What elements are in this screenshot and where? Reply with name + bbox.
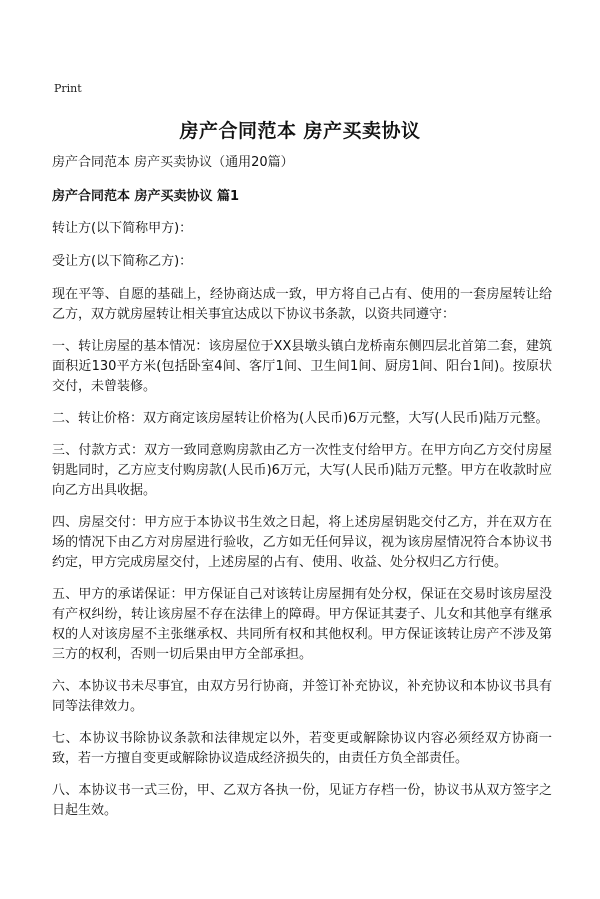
- print-label[interactable]: Print: [54, 82, 82, 95]
- paragraph-clause-5: 五、甲方的承诺保证：甲方保证自己对该转让房屋拥有处分权，保证在交易时该房屋没有产权纠纷，转让该房屋不存在法律上的障碍。甲方保证其妻子、儿女和其他享有继承权的人对该房屋不主张继承权、共同所有权和其他权利。甲方保证该转让房产不涉及第三方的权利，否则一切后果由甲方全部承担。: [52, 587, 552, 662]
- section-heading: 房产合同范本 房产买卖协议 篇1: [52, 189, 240, 204]
- paragraph-clause-7: 七、本协议书除协议条款和法律规定以外，若变更或解除协议内容必须经双方协商一致，若一方擅自变更或解除协议造成经济损失的，由责任方负全部责任。: [52, 731, 552, 766]
- document-body: [52, 153, 552, 833]
- paragraph-clause-2: 二、转让价格：双方商定该房屋转让价格为(人民币)6万元整，大写(人民币)陆万元整。: [52, 411, 549, 426]
- transferee-line: 受让方(以下简称乙方)：: [52, 254, 193, 269]
- paragraph-clause-4: 四、房屋交付：甲方应于本协议书生效之日起，将上述房屋钥匙交付乙方，并在双方在场的情况下由乙方对房屋进行验收，乙方如无任何异议，视为该房屋情况符合本协议书约定，甲方完成房屋交付，上述房屋的占有、使用、收益、处分权归乙方行使。: [52, 515, 552, 570]
- page-title: 房产合同范本 房产买卖协议: [179, 120, 421, 142]
- transferor-line: 转让方(以下简称甲方)：: [52, 221, 193, 236]
- paragraph-preamble: 现在平等、自愿的基础上，经协商达成一致，甲方将自己占有、使用的一套房屋转让给乙方，双方就房屋转让相关事宜达成以下协议书条款，以资共同遵守：: [52, 287, 552, 322]
- paragraph-clause-6: 六、本协议书未尽事宜，由双方另行协商，并签订补充协议，补充协议和本协议书具有同等法律效力。: [52, 679, 552, 714]
- paragraph-clause-8: 八、本协议书一式三份，甲、乙双方各执一份，见证方存档一份，协议书从双方签字之日起生效。: [52, 783, 552, 818]
- document-subtitle: 房产合同范本 房产买卖协议（通用20篇）: [52, 155, 294, 170]
- paragraph-clause-1: 一、转让房屋的基本情况：该房屋位于XX县墩头镇白龙桥南东侧四层北首第二套，建筑面积近130平方米(包括卧室4间、客厅1间、卫生间1间、厨房1间、阳台1间)。按原状交付，未曾装修。: [52, 339, 552, 394]
- paragraph-clause-3: 三、付款方式：双方一致同意购房款由乙方一次性支付给甲方。在甲方向乙方交付房屋钥匙同时，乙方应支付购房款(人民币)6万元，大写(人民币)陆万元整。甲方在收款时应向乙方出具收据。: [52, 443, 552, 498]
